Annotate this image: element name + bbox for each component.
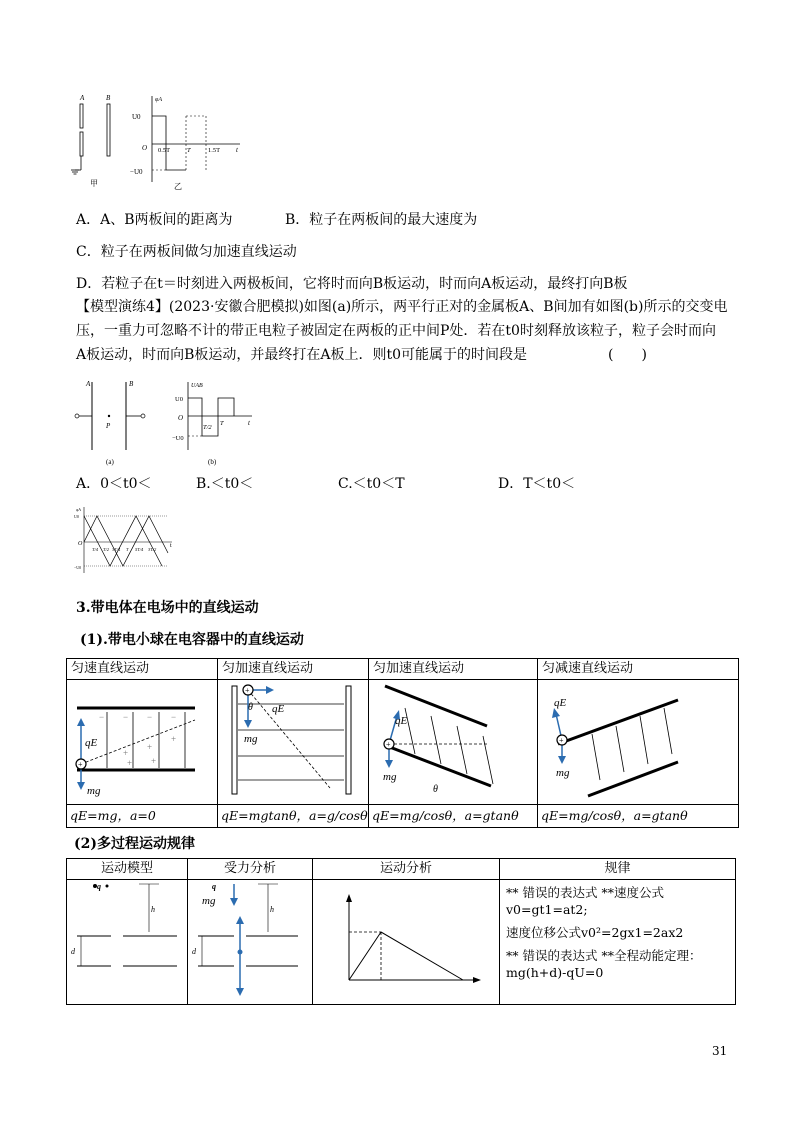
svg-text:+: + [559,736,564,745]
svg-text:−: − [147,712,153,722]
q2-stem [76,297,736,365]
fig-b-tick-t: T [220,420,224,427]
table2-header-row [67,859,736,880]
q2-option-a: A．0＜t0＜ [76,476,152,492]
svg-text:−: − [99,712,105,722]
svg-text:+: + [127,758,133,768]
t1-theta-2: θ [248,702,253,713]
t1-qe-3: qE [395,715,408,727]
section-heading: 3.带电体在电场中的直线运动 [76,600,259,616]
q2-line-3: A板运动，时而向B板运动，并最终打在A板上．则t0可能属于的时间段是 [76,347,528,363]
figure-jia-yi [70,92,270,192]
q2-line-2: 压，一重力可忽略不计的带正电粒子被固定在两板的正中间P处．若在t0时刻释放该粒子，粒子会时而向 [76,323,716,339]
diagram-decel-inclined [538,680,739,805]
fig1-neg-u0: −U0 [130,168,143,176]
table2-header-4: 规律 [500,859,736,880]
table1-header-4: 匀减速直线运动 [538,659,739,680]
fig3-tick-4: T [126,547,129,552]
table1-header-1: 匀速直线运动 [67,659,218,680]
subsection-1-heading: (1).带电小球在电容器中的直线运动 [80,632,304,648]
table2-header-3: 运动分析 [313,859,500,880]
table1-formula-row [67,805,739,828]
fig3-u0: U0 [74,514,79,519]
svg-text:−: − [171,712,177,722]
table1-formula-2: qE=mgtanθ，a=g/cosθ [218,805,369,828]
diagram-accel-inclined [369,680,538,805]
svg-text:+: + [147,742,153,752]
svg-text:+: + [151,756,157,766]
subsection-2-heading: (2)多过程运动规律 [74,836,195,852]
t2-d-label-2: d [192,947,196,956]
fig-b-u0: U0 [175,396,183,403]
svg-text:+: + [171,734,177,744]
fig1-axis-y: φA [155,97,162,103]
rule-velocity: ** 错误的表达式 **速度公式v0=gt1=at2; [506,885,664,917]
t1-mg-4: mg [556,767,570,779]
fig3-tick-3: 3T/4 [112,547,121,552]
table1-header-2: 匀加速直线运动 [218,659,369,680]
q1-option-d: D．若粒子在t＝时刻进入两极板间，它将时而向B板运动，时而向A板运动，最终打向B板 [76,276,628,292]
svg-text:+: + [245,686,250,695]
fig-a-label-a: A [86,380,91,388]
t2-mg-label: mg [202,895,216,907]
table1-formula-3: qE=mg/cosθ，a=gtanθ [369,805,538,828]
figure-a-b [72,378,262,470]
q1-option-b: B．粒子在两板间的最大速度为 [285,212,478,228]
t2-d-label: d [71,947,75,956]
rule-displacement: 速度位移公式v0²=2gx1=2ax2 [506,925,684,940]
figure-triangle-wave [72,505,182,575]
fig-b-origin: O [178,414,184,422]
table1-diagram-row [67,680,739,805]
fig1-label-a: A [80,94,85,102]
q2-option-d: D．T＜t0＜ [498,476,576,492]
fig3-origin: O [78,541,83,547]
t1-qe-2: qE [272,703,285,715]
page-number: 31 [712,1044,728,1058]
force-analysis-diagram [188,880,313,1005]
motion-types-table [66,658,739,828]
t2-q-label-2: q [212,882,216,891]
table1-formula-4: qE=mg/cosθ，a=gtanθ [538,805,739,828]
t1-qe-1: qE [85,737,98,749]
q2-option-b: B.＜t0＜ [196,476,254,492]
t1-mg-1: mg [87,785,101,797]
fig3-axis-t: t [170,543,172,549]
fig3-tick-5: 5T/4 [135,547,144,552]
q2-option-c: C.＜t0＜T [338,476,405,492]
t1-theta-3: θ [433,784,438,795]
fig-b-neg-u0: −U0 [172,435,184,442]
fig1-u0: U0 [132,113,141,121]
diagram-accel-horizontal [218,680,369,805]
fig-a-label-b: B [129,380,134,388]
table2-header-2: 受力分析 [188,859,313,880]
table1-header-row [67,659,739,680]
motion-model-diagram [67,880,188,1005]
fig-b-tick-t2: T/2 [203,424,212,431]
fig-b-axis-t: t [248,419,250,427]
fig1-label-yi: 乙 [174,182,182,191]
svg-text:−: − [123,712,129,722]
table1-header-3: 匀加速直线运动 [369,659,538,680]
fig-b-caption: (b) [208,458,217,466]
rule-energy: ** 错误的表达式 **全程动能定理：mg(h+d)-qU=0 [506,948,702,980]
t1-mg-3: mg [383,771,397,783]
table2-body-row [67,880,736,1005]
t2-h-label: h [151,905,155,914]
t2-h-label-2: h [270,905,274,914]
fig1-tick-05t: 0.5T [158,147,171,154]
t1-mg-2: mg [244,733,258,745]
fig3-tick-2: T/2 [103,547,110,552]
q1-option-a: A．A、B两板间的距离为 [76,212,233,228]
fig3-tick-1: T/4 [92,547,99,552]
svg-text:+: + [123,748,129,758]
table2-header-1: 运动模型 [67,859,188,880]
t2-q-label: q [97,882,101,891]
fig3-neg-u0: −U0 [74,565,82,570]
multi-process-table [66,858,736,1005]
q2-line-1: 【模型演练4】(2023·安徽合肥模拟)如图(a)所示，两平行正对的金属板A、B间加有如图(b)所示的交变电 [76,299,728,315]
q2-line-3-row [76,345,736,365]
svg-text:+: + [78,760,83,769]
fig-a-caption: (a) [106,458,114,466]
t1-qe-4: qE [554,697,567,709]
fig3-tick-6: 3T/2 [148,547,157,552]
fig1-tick-t: T [187,147,191,154]
diagram-uniform-motion [67,680,218,805]
fig-b-axis-y: UAB [191,383,203,389]
table1-formula-1: qE=mg，a=0 [67,805,218,828]
fig1-label-jia: 甲 [90,179,98,188]
q1-option-c: C．粒子在两板间做匀加速直线运动 [76,244,297,260]
fig1-origin: O [142,144,148,152]
fig1-axis-t: t [236,146,238,154]
fig1-tick-15t: 1.5T [208,147,221,154]
svg-text:+: + [386,740,391,749]
fig1-label-b: B [106,94,111,102]
fig3-axis-y: φA [76,507,82,512]
rules-cell [500,880,736,1005]
q2-answer-blank: ( ) [608,347,647,363]
fig-a-label-p: P [106,422,111,430]
motion-analysis-graph [313,880,500,1005]
